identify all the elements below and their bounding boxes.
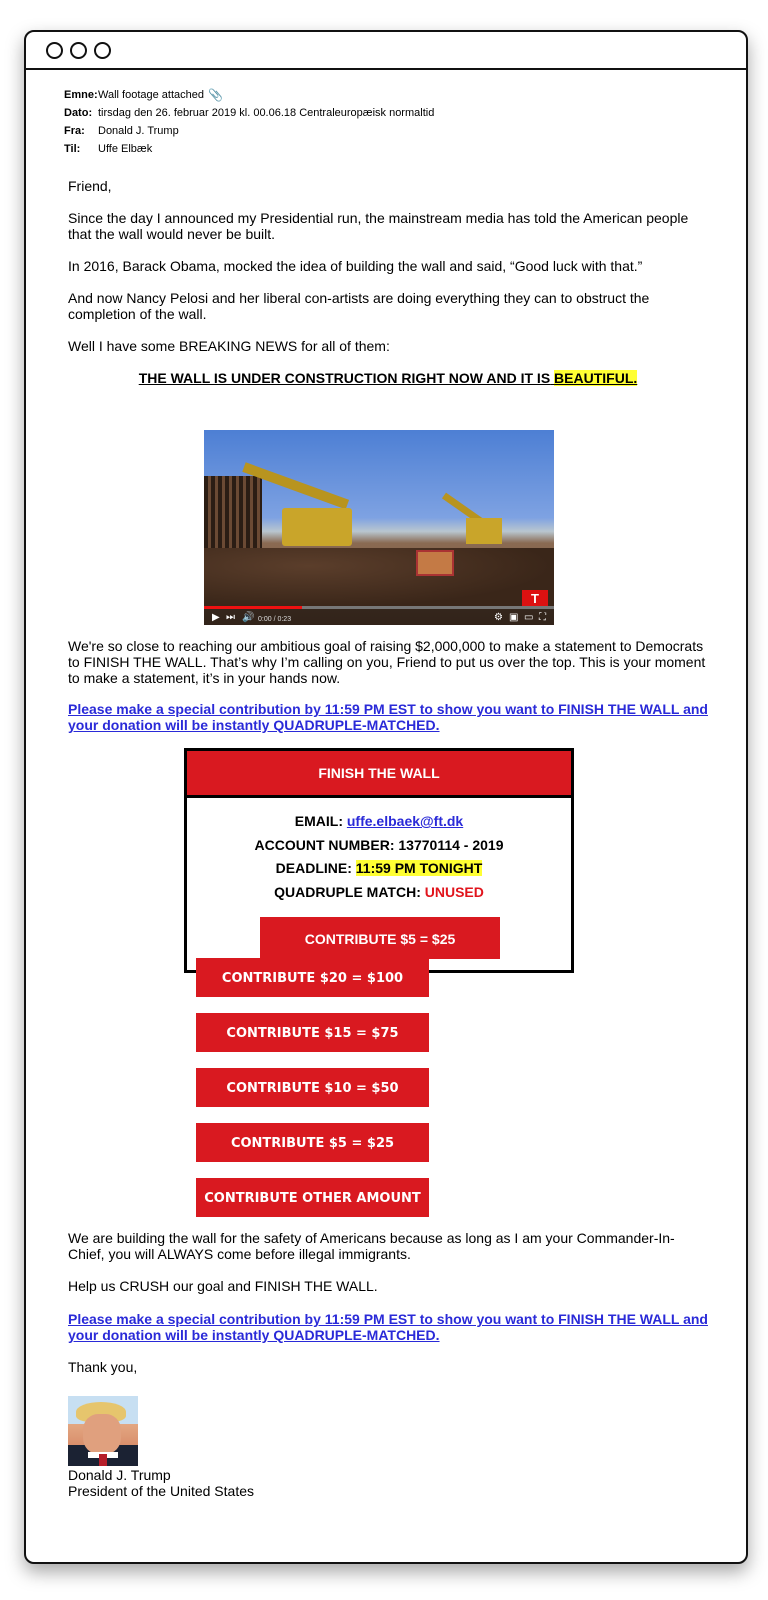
contribution-link-bottom[interactable]: Please make a special contribution by 11:59 PM EST to show you want to FINISH THE WALL and your donation will be instantly QUADRUPLE-MATCHED. <box>68 1311 708 1343</box>
greeting: Friend, <box>68 178 112 194</box>
paperclip-icon[interactable]: 📎 <box>208 88 223 102</box>
to-row <box>64 140 434 158</box>
signature-title: President of the United States <box>68 1483 254 1499</box>
settings-icon[interactable]: ⚙ <box>494 612 503 623</box>
paragraph-6: We are building the wall for the safety of Americans because as long as I am your Commander-In-Chief, you will ALWAYS come before illegal immigrants. <box>68 1230 675 1262</box>
card-email-link[interactable]: uffe.elbaek@ft.dk <box>346 813 464 829</box>
card-deadline-line <box>187 860 571 876</box>
contribute-10-button[interactable]: CONTRIBUTE $10 = $50 <box>196 1068 429 1107</box>
signature-photo <box>68 1396 138 1466</box>
signature-name: Donald J. Trump <box>68 1467 171 1483</box>
contribute-20-button[interactable]: CONTRIBUTE $20 = $100 <box>196 958 429 997</box>
video-player[interactable] <box>204 430 554 625</box>
date-value: tirsdag den 26. februar 2019 kl. 00.06.18 Centraleuropæisk normaltid <box>98 107 435 119</box>
subject-value: Wall footage attached <box>98 89 204 101</box>
video-time: 0:00 / 0:23 <box>258 616 292 623</box>
card-title: FINISH THE WALL <box>187 751 571 798</box>
date-row <box>64 104 434 122</box>
card-account-value: 13770114 - 2019 <box>398 837 504 853</box>
paragraph-3: And now Nancy Pelosi and her liberal con-artists are doing everything they can to obstruct the completion of the wall. <box>68 290 650 322</box>
next-icon[interactable]: ⏭ <box>226 612 235 623</box>
play-icon[interactable]: ▶ <box>212 612 220 623</box>
card-match-line <box>187 884 571 900</box>
dirt-mound <box>204 548 554 608</box>
closing: Thank you, <box>68 1359 138 1375</box>
from-value: Donald J. Trump <box>98 125 179 137</box>
window-titlebar <box>26 32 746 70</box>
from-row <box>64 122 434 140</box>
contribute-other-button[interactable]: CONTRIBUTE OTHER AMOUNT <box>196 1178 429 1217</box>
contribute-15-button[interactable]: CONTRIBUTE $15 = $75 <box>196 1013 429 1052</box>
subject-key: Emne: <box>64 89 98 101</box>
card-match-value: UNUSED <box>424 884 484 900</box>
contribute-5-card-button[interactable]: CONTRIBUTE $5 = $25 <box>260 917 500 959</box>
paragraph-7: Help us CRUSH our goal and FINISH THE WALL. <box>68 1278 378 1294</box>
theater-mode-icon[interactable]: ▭ <box>524 612 534 623</box>
headline <box>68 370 708 386</box>
headline-text: THE WALL IS UNDER CONSTRUCTION RIGHT NOW AND IT IS <box>138 370 551 386</box>
donation-card <box>184 748 574 973</box>
excavator-2 <box>466 518 502 544</box>
date-key: Dato: <box>64 107 93 119</box>
photo-face <box>83 1414 121 1454</box>
volume-icon[interactable]: 🔊 <box>242 612 255 623</box>
contribution-link-top[interactable]: Please make a special contribution by 11:59 PM EST to show you want to FINISH THE WALL and your donation will be instantly QUADRUPLE-MATCHED. <box>68 701 708 733</box>
card-match-label: QUADRUPLE MATCH: <box>274 884 421 900</box>
card-account-label: ACCOUNT NUMBER: <box>254 837 395 853</box>
channel-logo: T <box>522 590 548 608</box>
card-deadline-value: 11:59 PM TONIGHT <box>355 860 483 876</box>
miniplayer-icon[interactable]: ▣ <box>509 612 519 623</box>
equipment-box <box>416 550 454 576</box>
contribute-5-button[interactable]: CONTRIBUTE $5 = $25 <box>196 1123 429 1162</box>
photo-tie <box>99 1454 107 1466</box>
headline-highlight: BEAUTIFUL. <box>554 370 638 386</box>
card-email-label: EMAIL: <box>294 813 343 829</box>
to-value: Uffe Elbæk <box>98 143 153 155</box>
email-window <box>24 30 748 1564</box>
paragraph-5: We're so close to reaching our ambitious goal of raising $2,000,000 to make a statement to Democrats to FINISH THE WALL. That’s why I’m calling on you, Friend to put us over the top. This is your moment to make a statement, it’s in your hands now. <box>68 638 706 686</box>
subject-row <box>64 86 434 104</box>
window-control-minimize[interactable] <box>70 42 87 59</box>
from-key: Fra: <box>64 125 85 137</box>
paragraph-4: Well I have some BREAKING NEWS for all of them: <box>68 338 390 354</box>
email-header <box>64 86 434 158</box>
window-control-close[interactable] <box>46 42 63 59</box>
paragraph-1: Since the day I announced my Presidential run, the mainstream media has told the American people that the wall would never be built. <box>68 210 689 242</box>
card-email-line <box>187 813 571 829</box>
paragraph-2: In 2016, Barack Obama, mocked the idea of building the wall and said, “Good luck with that.” <box>68 258 643 274</box>
video-controls <box>204 609 554 625</box>
fullscreen-icon[interactable]: ⛶ <box>539 612 546 623</box>
excavator <box>282 508 352 546</box>
card-account-line <box>187 837 571 853</box>
to-key: Til: <box>64 143 81 155</box>
card-deadline-label: DEADLINE: <box>275 860 352 876</box>
window-control-maximize[interactable] <box>94 42 111 59</box>
